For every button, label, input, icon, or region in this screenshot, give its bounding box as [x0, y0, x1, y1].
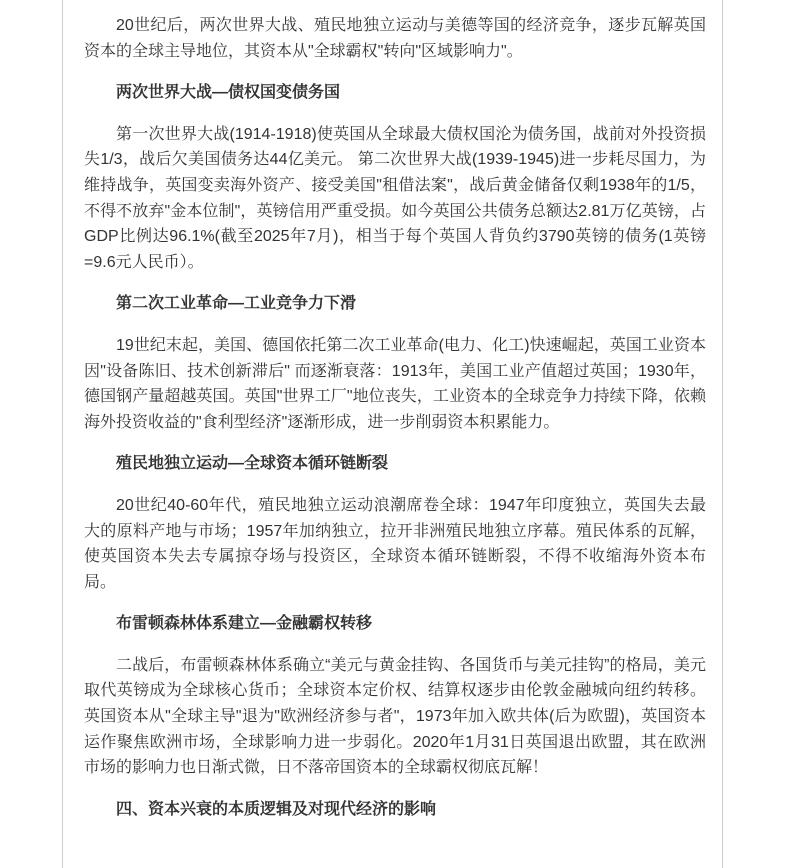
heading-section-four: 四、资本兴衰的本质逻辑及对现代经济的影响: [116, 800, 437, 818]
heading-colonial-independence: 殖民地独立运动—全球资本循环链断裂: [116, 455, 389, 473]
paragraph-world-wars: 第一次世界大战(1914-1918)使英国从全球最大债权国沦为债务国，战前对外投资损失1/3，战后欠美国债务达44亿美元。 第二次世界大战(1939-1945)进一步耗尽国力，为维持战争，英国变卖海外资产、接受美国"租借法案"，战后黄金储备仅剩1938年的1/5，不得不放弃"金本位制"，英镑信用严重受损。如今英国公共债务总额达2.81万亿英镑，占GDP比例达96.1%(截至2025年7月)，相当于每个英国人背负约3790英镑的债务(1英镑=9.6元人民币）。: [84, 125, 706, 271]
paragraph-colonial-independence: 20世纪40-60年代，殖民地独立运动浪潮席卷全球：1947年印度独立，英国失去最大的原料产地与市场；1957年加纳独立，拉开非洲殖民地独立序幕。殖民体系的瓦解，使英国资本失去专属掠夺场与投资区，全球资本循环链断裂，不得不收缩海外资本布局。: [84, 496, 706, 591]
article-content: [62, 0, 723, 868]
paragraph-bretton-woods: 二战后，布雷顿森林体系确立“美元与黄金挂钩、各国货币与美元挂钩”的格局，美元取代英镑成为全球核心货币；全球资本定价权、结算权逐步由伦敦金融城向纽约转移。英国资本从"全球主导"退为"欧洲经济参与者"，1973年加入欧共体(后为欧盟)，英国资本运作聚焦欧洲市场，全球影响力进一步弱化。2020年1月31日英国退出欧盟，其在欧洲市场的影响力也日渐式微，日不落帝国资本的全球霸权彻底瓦解！: [84, 656, 706, 777]
paragraph-industrial-revolution: 19世纪末起，美国、德国依托第二次工业革命(电力、化工)快速崛起，英国工业资本因"设备陈旧、技术创新滞后" 而逐渐衰落：1913年，美国工业产值超过英国；1930年，德国钢产量超越英国。英国"世界工厂"地位丧失，工业资本的全球竞争力持续下降，依赖海外投资收益的"食利型经济"逐渐形成，进一步削弱资本积累能力。: [84, 336, 706, 431]
paragraph-intro: 20世纪后，两次世界大战、殖民地独立运动与美德等国的经济竞争，逐步瓦解英国资本的全球主导地位，其资本从"全球霸权"转向"区域影响力"。: [84, 17, 706, 60]
heading-bretton-woods: 布雷顿森林体系建立—金融霸权转移: [116, 615, 373, 633]
heading-industrial-revolution: 第二次工业革命—工业竞争力下滑: [116, 295, 357, 313]
heading-world-wars: 两次世界大战—债权国变债务国: [116, 84, 341, 102]
